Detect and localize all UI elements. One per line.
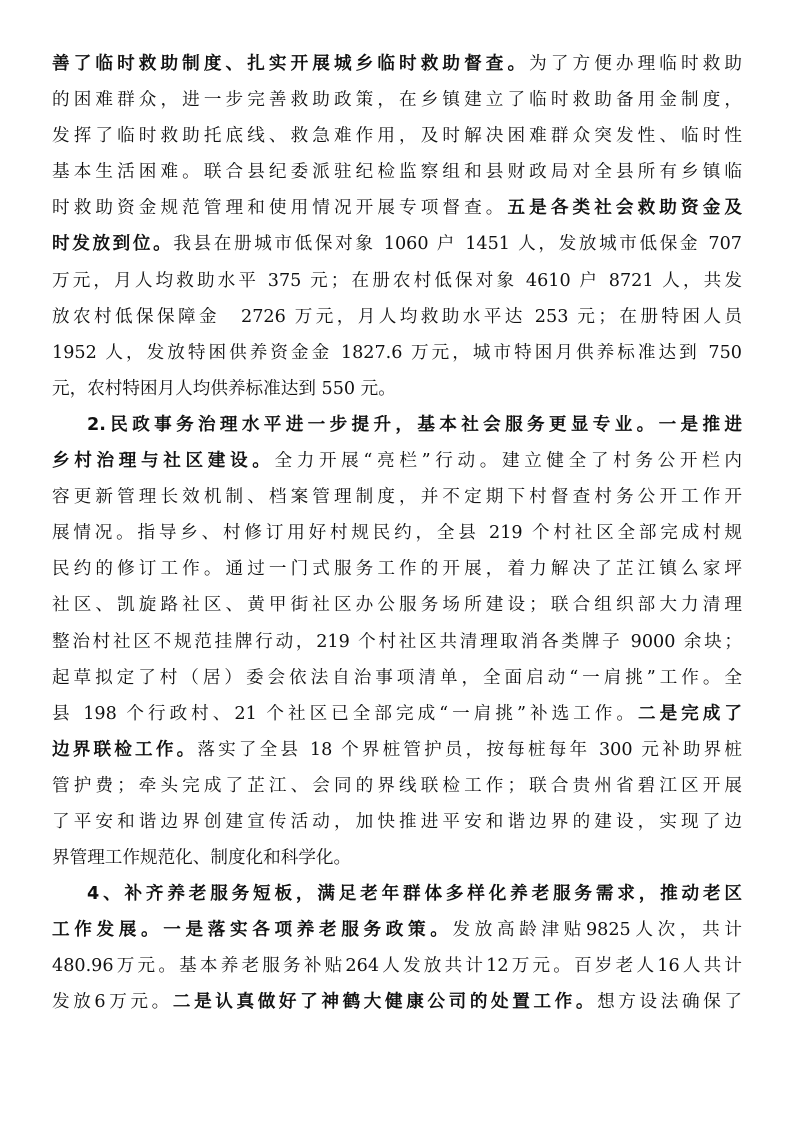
document-page bbox=[52, 46, 742, 1021]
text-segment: 万元，月人均救助水平 375 元；在册农村低保对象 4610 户 8721 人，共发 bbox=[52, 270, 742, 291]
text-line bbox=[52, 82, 742, 118]
bold-text-segment: 二是完成了 bbox=[637, 703, 742, 724]
text-line bbox=[52, 46, 742, 82]
bold-text-segment: 五是各类社会救助资金及 bbox=[507, 198, 742, 219]
text-line bbox=[52, 551, 742, 587]
text-segment: 基本生活困难。联合县纪委派驻纪检监察组和县财政局对全县所有乡镇临 bbox=[52, 162, 742, 183]
bold-text-segment: 边界联检工作。 bbox=[52, 739, 198, 760]
text-segment: 发放6万元。 bbox=[52, 992, 173, 1013]
text-segment: 县 198 个行政村、21 个社区已全部完成“一肩挑”补选工作。 bbox=[52, 703, 638, 724]
text-line bbox=[52, 912, 742, 948]
text-segment: 社区、凯旋路社区、黄甲街社区办公服务场所建设；联合组织部大力清理 bbox=[52, 595, 742, 616]
text-line bbox=[52, 948, 742, 984]
bold-text-segment: 乡村治理与社区建设。 bbox=[52, 451, 275, 472]
text-line bbox=[52, 876, 742, 912]
text-line bbox=[52, 190, 742, 226]
text-line bbox=[52, 479, 742, 515]
text-line bbox=[52, 624, 742, 660]
text-segment: 发挥了临时救助托底线、救急难作用，及时解决困难群众突发性、临时性 bbox=[52, 126, 742, 147]
text-segment: 1952 人，发放特困供养资金金 1827.6 万元，城市特困月供养标准达到 750 bbox=[52, 342, 742, 363]
text-line bbox=[52, 660, 742, 696]
text-segment: 的困难群众，进一步完善救助政策，在乡镇建立了临时救助备用金制度， bbox=[52, 90, 742, 111]
text-segment: 放农村低保保障金 2726 万元，月人均救助水平达 253 元；在册特困人员 bbox=[52, 306, 742, 327]
text-segment: 界管理工作规范化、制度化和科学化。 bbox=[52, 848, 352, 869]
text-segment: 展情况。指导乡、村修订用好村规民约，全县 219 个村社区全部完成村规 bbox=[52, 523, 742, 544]
bold-text-segment: 时发放到位。 bbox=[52, 234, 174, 255]
text-line bbox=[52, 154, 742, 190]
text-segment: 元，农村特困月人均供养标准达到 550 元。 bbox=[52, 378, 396, 399]
text-line bbox=[52, 443, 742, 479]
text-segment: 容更新管理长效机制、档案管理制度，并不定期下村督查村务公开工作开 bbox=[52, 487, 742, 508]
text-line bbox=[52, 263, 742, 299]
bold-text-segment: 善了临时救助制度、扎实开展城乡临时救助督查。 bbox=[52, 54, 530, 74]
text-segment: 想方设法确保了 bbox=[597, 992, 742, 1013]
bold-text-segment: 工作发展。一是落实各项养老服务政策。 bbox=[52, 920, 453, 941]
text-line bbox=[52, 515, 742, 551]
bold-text-segment: 2.民政事务治理水平进一步提升，基本社会服务更显专业。一是推进 bbox=[87, 414, 742, 435]
text-line bbox=[52, 732, 742, 768]
text-segment: 整治村社区不规范挂牌行动，219 个村社区共清理取消各类牌子 9000 余块； bbox=[52, 631, 742, 652]
text-line bbox=[52, 984, 742, 1020]
text-segment: 480.96万元。基本养老服务补贴264人发放共计12万元。百岁老人16人共计 bbox=[52, 956, 742, 977]
text-line bbox=[52, 840, 742, 876]
text-segment: 了平安和谐边界创建宣传活动，加快推进平安和谐边界的建设，实现了边 bbox=[52, 811, 742, 832]
text-segment: 起草拟定了村（居）委会依法自治事项清单，全面启动“一肩挑”工作。全 bbox=[52, 667, 742, 688]
text-line bbox=[52, 768, 742, 804]
text-segment: 全力开展“亮栏”行动。建立健全了村务公开栏内 bbox=[274, 451, 742, 472]
bold-text-segment: 二是认真做好了神鹤大健康公司的处置工作。 bbox=[172, 992, 598, 1013]
text-line bbox=[52, 226, 742, 262]
text-line bbox=[52, 371, 742, 407]
text-segment: 落实了全县 18 个界桩管护员，按每桩每年 300 元补助界桩 bbox=[197, 739, 742, 760]
text-line bbox=[52, 335, 742, 371]
text-segment: 为了方便办理临时救助 bbox=[529, 54, 742, 74]
text-segment: 时救助资金规范管理和使用情况开展专项督查。 bbox=[52, 198, 508, 219]
text-line bbox=[52, 587, 742, 623]
text-line bbox=[52, 696, 742, 732]
text-segment: 我县在册城市低保对象 1060 户 1451 人，发放城市低保金 707 bbox=[173, 234, 742, 255]
text-line bbox=[52, 407, 742, 443]
text-segment: 发放高龄津贴9825人次，共计 bbox=[452, 920, 742, 941]
text-line bbox=[52, 118, 742, 154]
bold-text-segment: 4、补齐养老服务短板，满足老年群体多样化养老服务需求，推动老区 bbox=[87, 884, 742, 905]
text-line bbox=[52, 804, 742, 840]
text-segment: 管护费；牵头完成了芷江、会同的界线联检工作；联合贵州省碧江区开展 bbox=[52, 775, 742, 796]
text-segment: 民约的修订工作。通过一门式服务工作的开展，着力解决了芷江镇么家坪 bbox=[52, 559, 742, 580]
text-line bbox=[52, 299, 742, 335]
